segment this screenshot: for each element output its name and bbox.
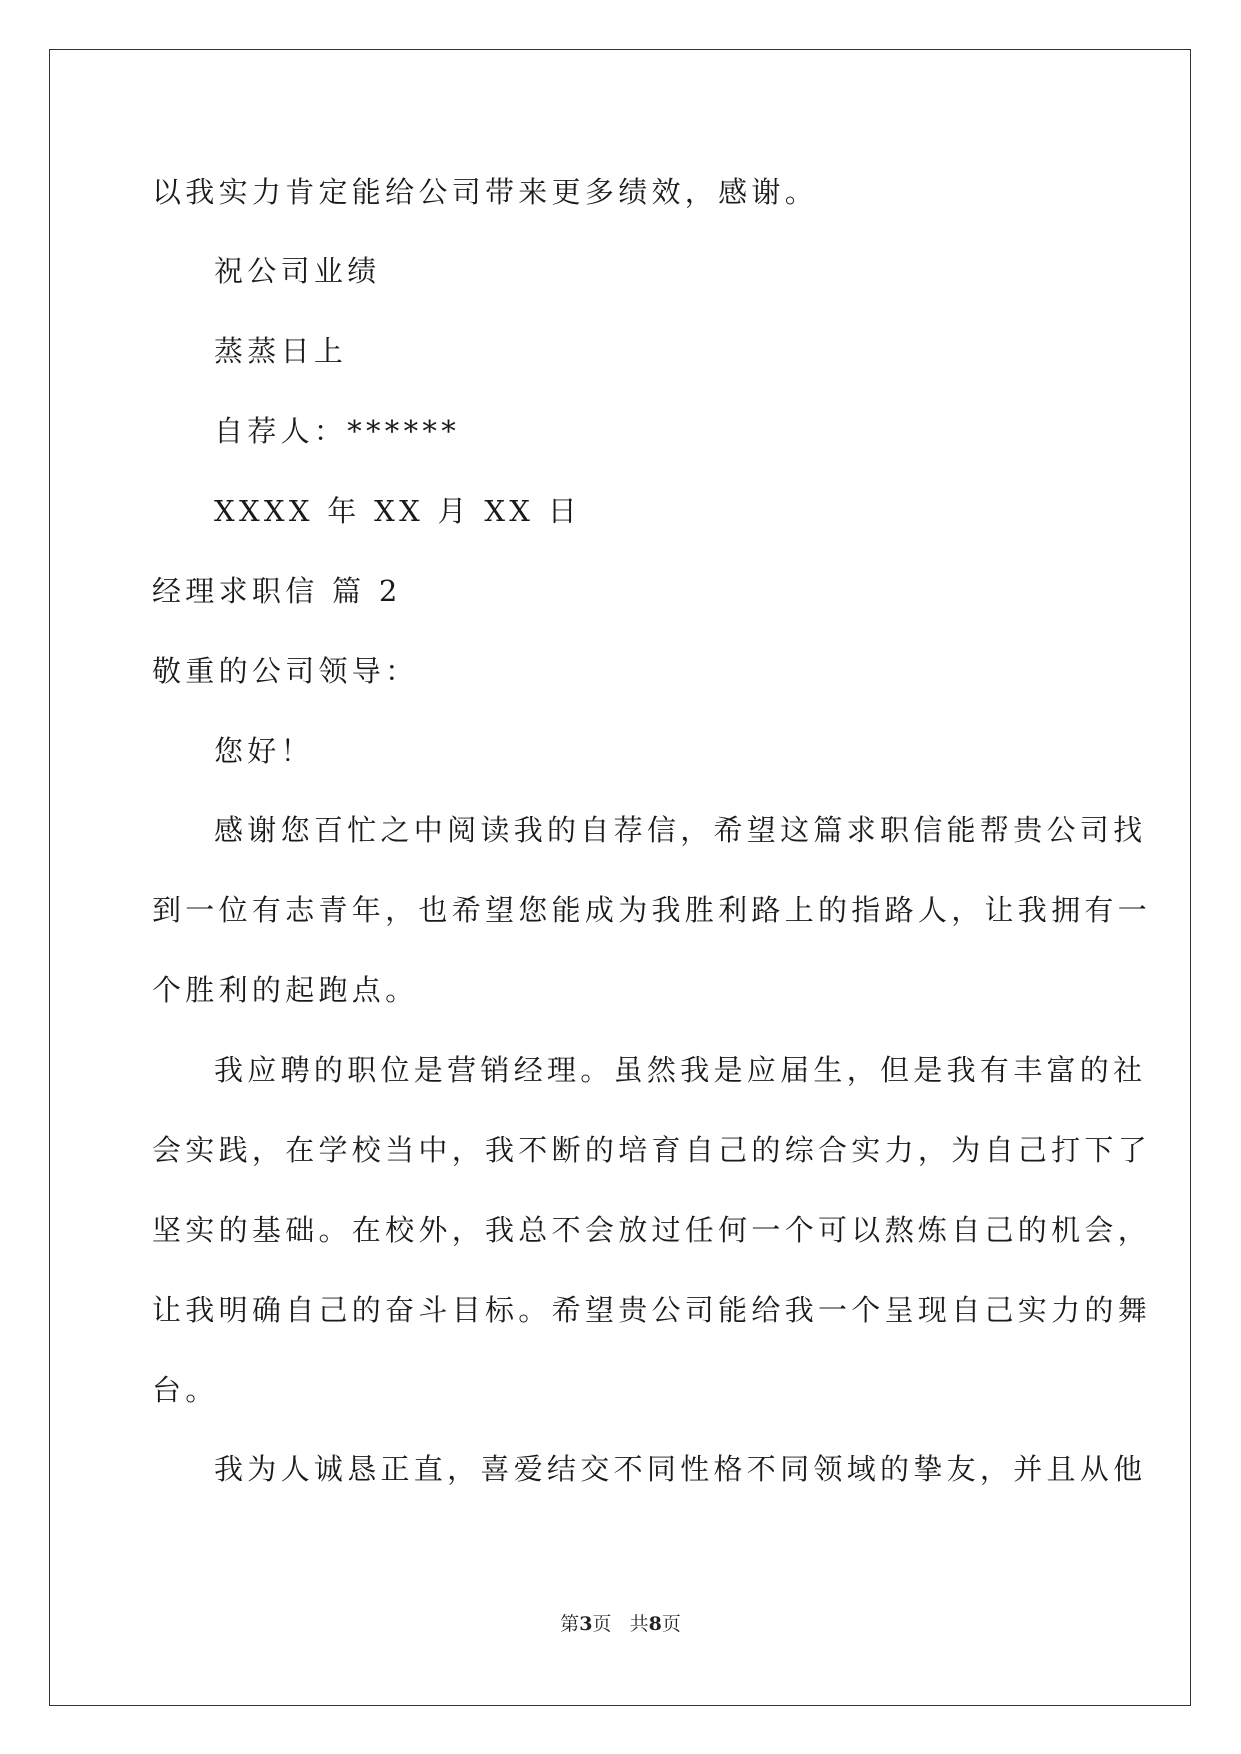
page-footer (0, 1612, 1241, 1636)
text-line-11: 个胜利的起跑点。 (152, 973, 419, 1007)
footer-current-page: 3 (579, 1613, 593, 1635)
text-line-1: 以我实力肯定能给公司带来更多绩效，感谢。 (152, 175, 819, 209)
salutation: 敬重的公司领导： (152, 654, 419, 688)
footer-total-prefix: 共 (629, 1613, 649, 1635)
text-line-4: 自荐人：****** (214, 414, 461, 448)
greeting: 您好！ (214, 734, 314, 768)
text-line-14: 坚实的基础。在校外，我总不会放过任何一个可以熬炼自己的机会， (152, 1213, 1152, 1247)
text-line-5: XXXX 年 XX 月 XX 日 (214, 494, 582, 528)
text-line-3: 蒸蒸日上 (214, 334, 348, 368)
text-line-16: 台。 (152, 1373, 219, 1407)
text-line-2: 祝公司业绩 (214, 254, 381, 288)
footer-prefix: 第 (560, 1613, 580, 1635)
text-line-12: 我应聘的职位是营销经理。虽然我是应届生，但是我有丰富的社 (214, 1053, 1147, 1087)
text-line-10: 到一位有志青年，也希望您能成为我胜利路上的指路人，让我拥有一 (152, 893, 1152, 927)
section-heading: 经理求职信 篇 2 (152, 574, 402, 608)
text-line-9: 感谢您百忙之中阅读我的自荐信，希望这篇求职信能帮贵公司找 (214, 813, 1147, 847)
text-line-13: 会实践，在学校当中，我不断的培育自己的综合实力，为自己打下了 (152, 1133, 1152, 1167)
footer-page-suffix: 页 (592, 1613, 612, 1635)
text-line-15: 让我明确自己的奋斗目标。希望贵公司能给我一个呈现自己实力的舞 (152, 1293, 1152, 1327)
text-line-17: 我为人诚恳正直，喜爱结交不同性格不同领域的挚友，并且从他 (214, 1452, 1147, 1486)
footer-total-pages: 8 (648, 1613, 662, 1635)
footer-total-suffix: 页 (661, 1613, 681, 1635)
